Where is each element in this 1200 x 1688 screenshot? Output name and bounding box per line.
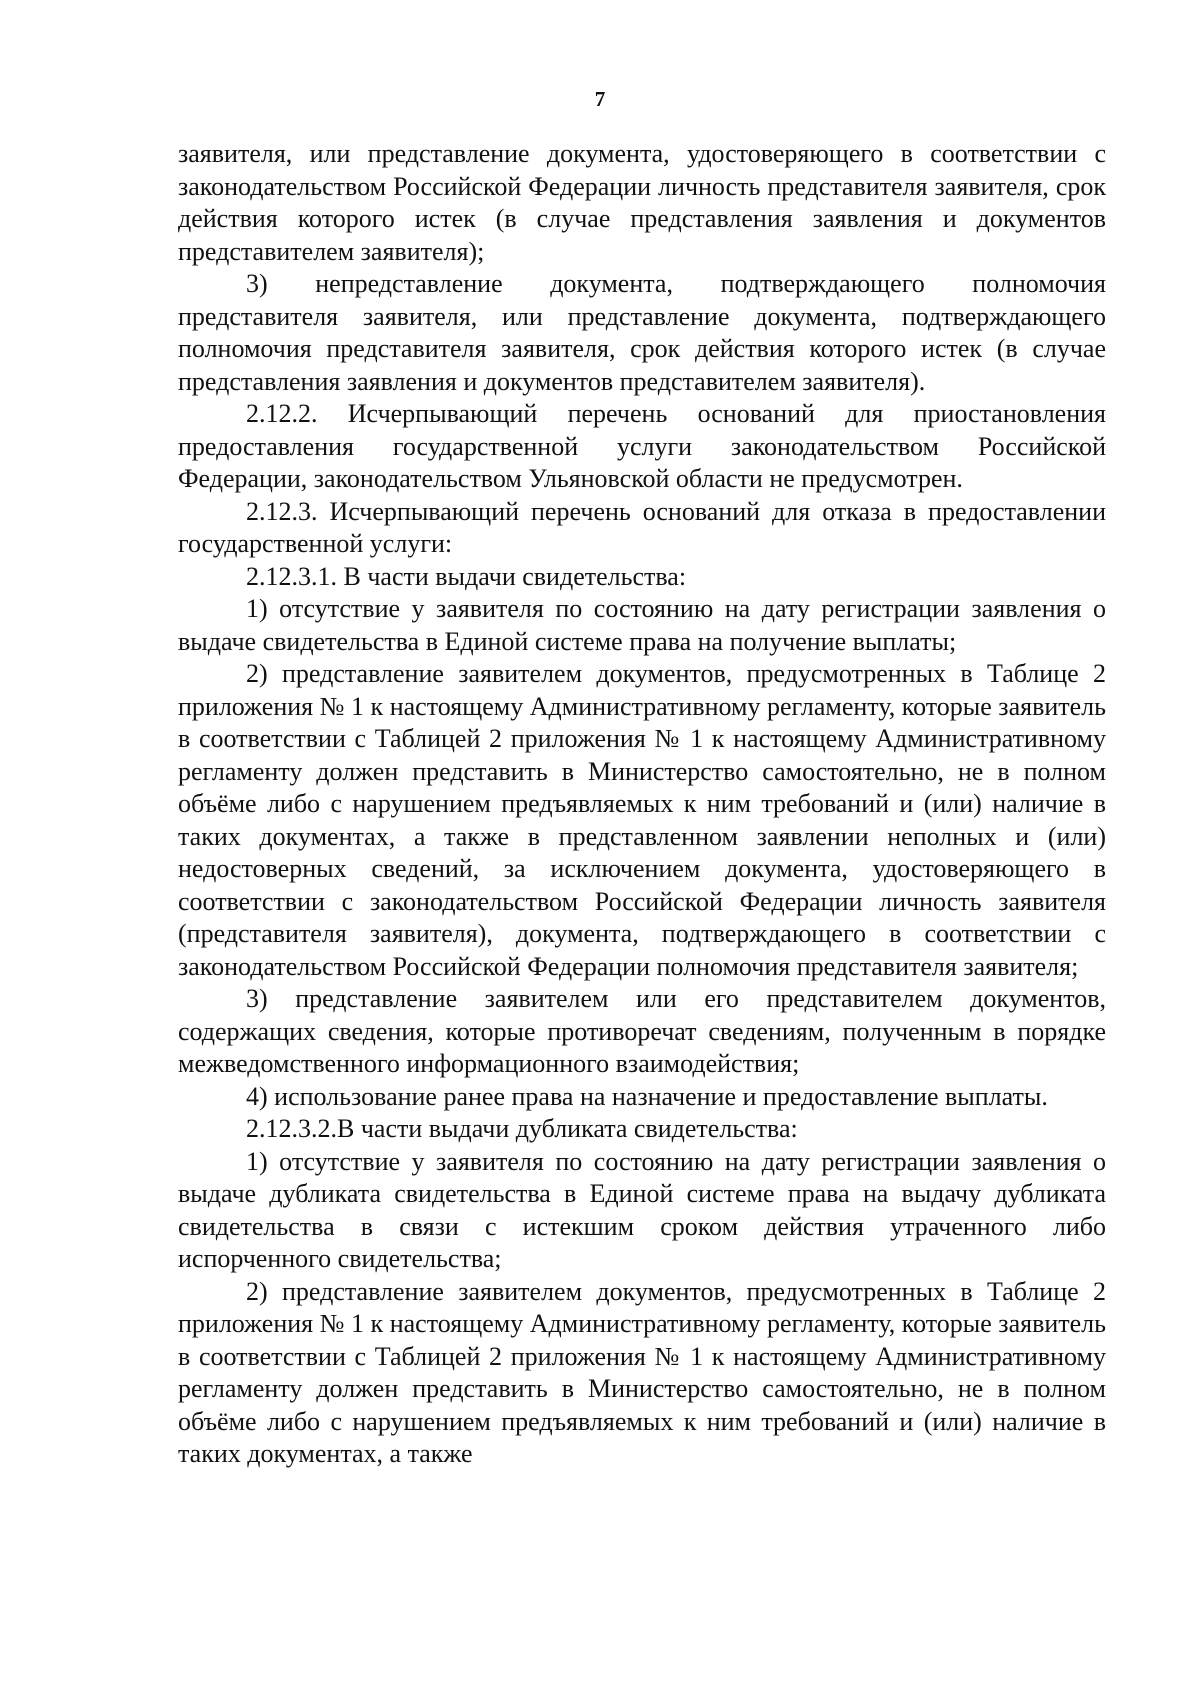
paragraph: 2.12.3.1. В части выдачи свидетельства: (246, 561, 687, 591)
paragraph-continuation: заявителя, или представление документа, удостоверяющего в соответствии с законодательством Российской Федерации личность представителя заявителя, срок действия которого истек (в случае представления заявления и документов представителем заявителя); (178, 139, 1106, 266)
paragraph: 2) представление заявителем документов, предусмотренных в Таблице 2 приложения № 1 к настоящему Административному регламенту, которые заявитель в соответствии с Таблицей 2 приложения № 1 к настоящему Административному регламенту должен представить в Министерство самостоятельно, не в полном объёме либо с нарушением предъявляемых к ним требований и (или) наличие в таких документах, а также (178, 1276, 1106, 1468)
paragraph: 1) отсутствие у заявителя по состоянию на дату регистрации заявления о выдаче дубликата свидетельства в Единой системе права на выдачу дубликата свидетельства в связи с истекшим сроком действия утраченного либо испорченного свидетельства; (178, 1146, 1106, 1273)
paragraph: 2.12.3.2.В части выдачи дубликата свидетельства: (246, 1114, 798, 1143)
page-number: 7 (594, 87, 606, 111)
paragraph: 2.12.3. Исчерпывающий перечень оснований для отказа в предоставлении государственной услуги: (178, 496, 1106, 558)
paragraph: 4) использование ранее права на назначение и предоставление выплаты. (246, 1081, 1048, 1111)
paragraph: 3) непредставление документа, подтверждающего полномочия представителя заявителя, или представление документа, подтверждающего полномочия представителя заявителя, срок действия которого истек (в случае представления заявления и документов представителем заявителя). (178, 269, 1106, 396)
paragraph: 3) представление заявителем или его представителем документов, содержащих сведения, которые противоречат сведениям, полученным в порядке межведомственного информационного взаимодействия; (178, 984, 1106, 1078)
document-body (178, 138, 1106, 1471)
paragraph: 1) отсутствие у заявителя по состоянию на дату регистрации заявления о выдаче свидетельства в Единой системе права на получение выплаты; (178, 594, 1106, 656)
paragraph: 2.12.2. Исчерпывающий перечень оснований для приостановления предоставления государственной услуги законодательством Российской Федерации, законодательством Ульяновской области не предусмотрен. (178, 399, 1106, 493)
paragraph: 2) представление заявителем документов, предусмотренных в Таблице 2 приложения № 1 к настоящему Административному регламенту, которые заявитель в соответствии с Таблицей 2 приложения № 1 к настоящему Административному регламенту должен представить в Министерство самостоятельно, не в полном объёме либо с нарушением предъявляемых к ним требований и (или) наличие в таких документах, а также в представленном заявлении неполных и (или) недостоверных сведений, за исключением документа, удостоверяющего в соответствии с законодательством Российской Федерации личность заявителя (представителя заявителя), документа, подтверждающего в соответствии с законодательством Российской Федерации полномочия представителя заявителя; (178, 659, 1106, 981)
